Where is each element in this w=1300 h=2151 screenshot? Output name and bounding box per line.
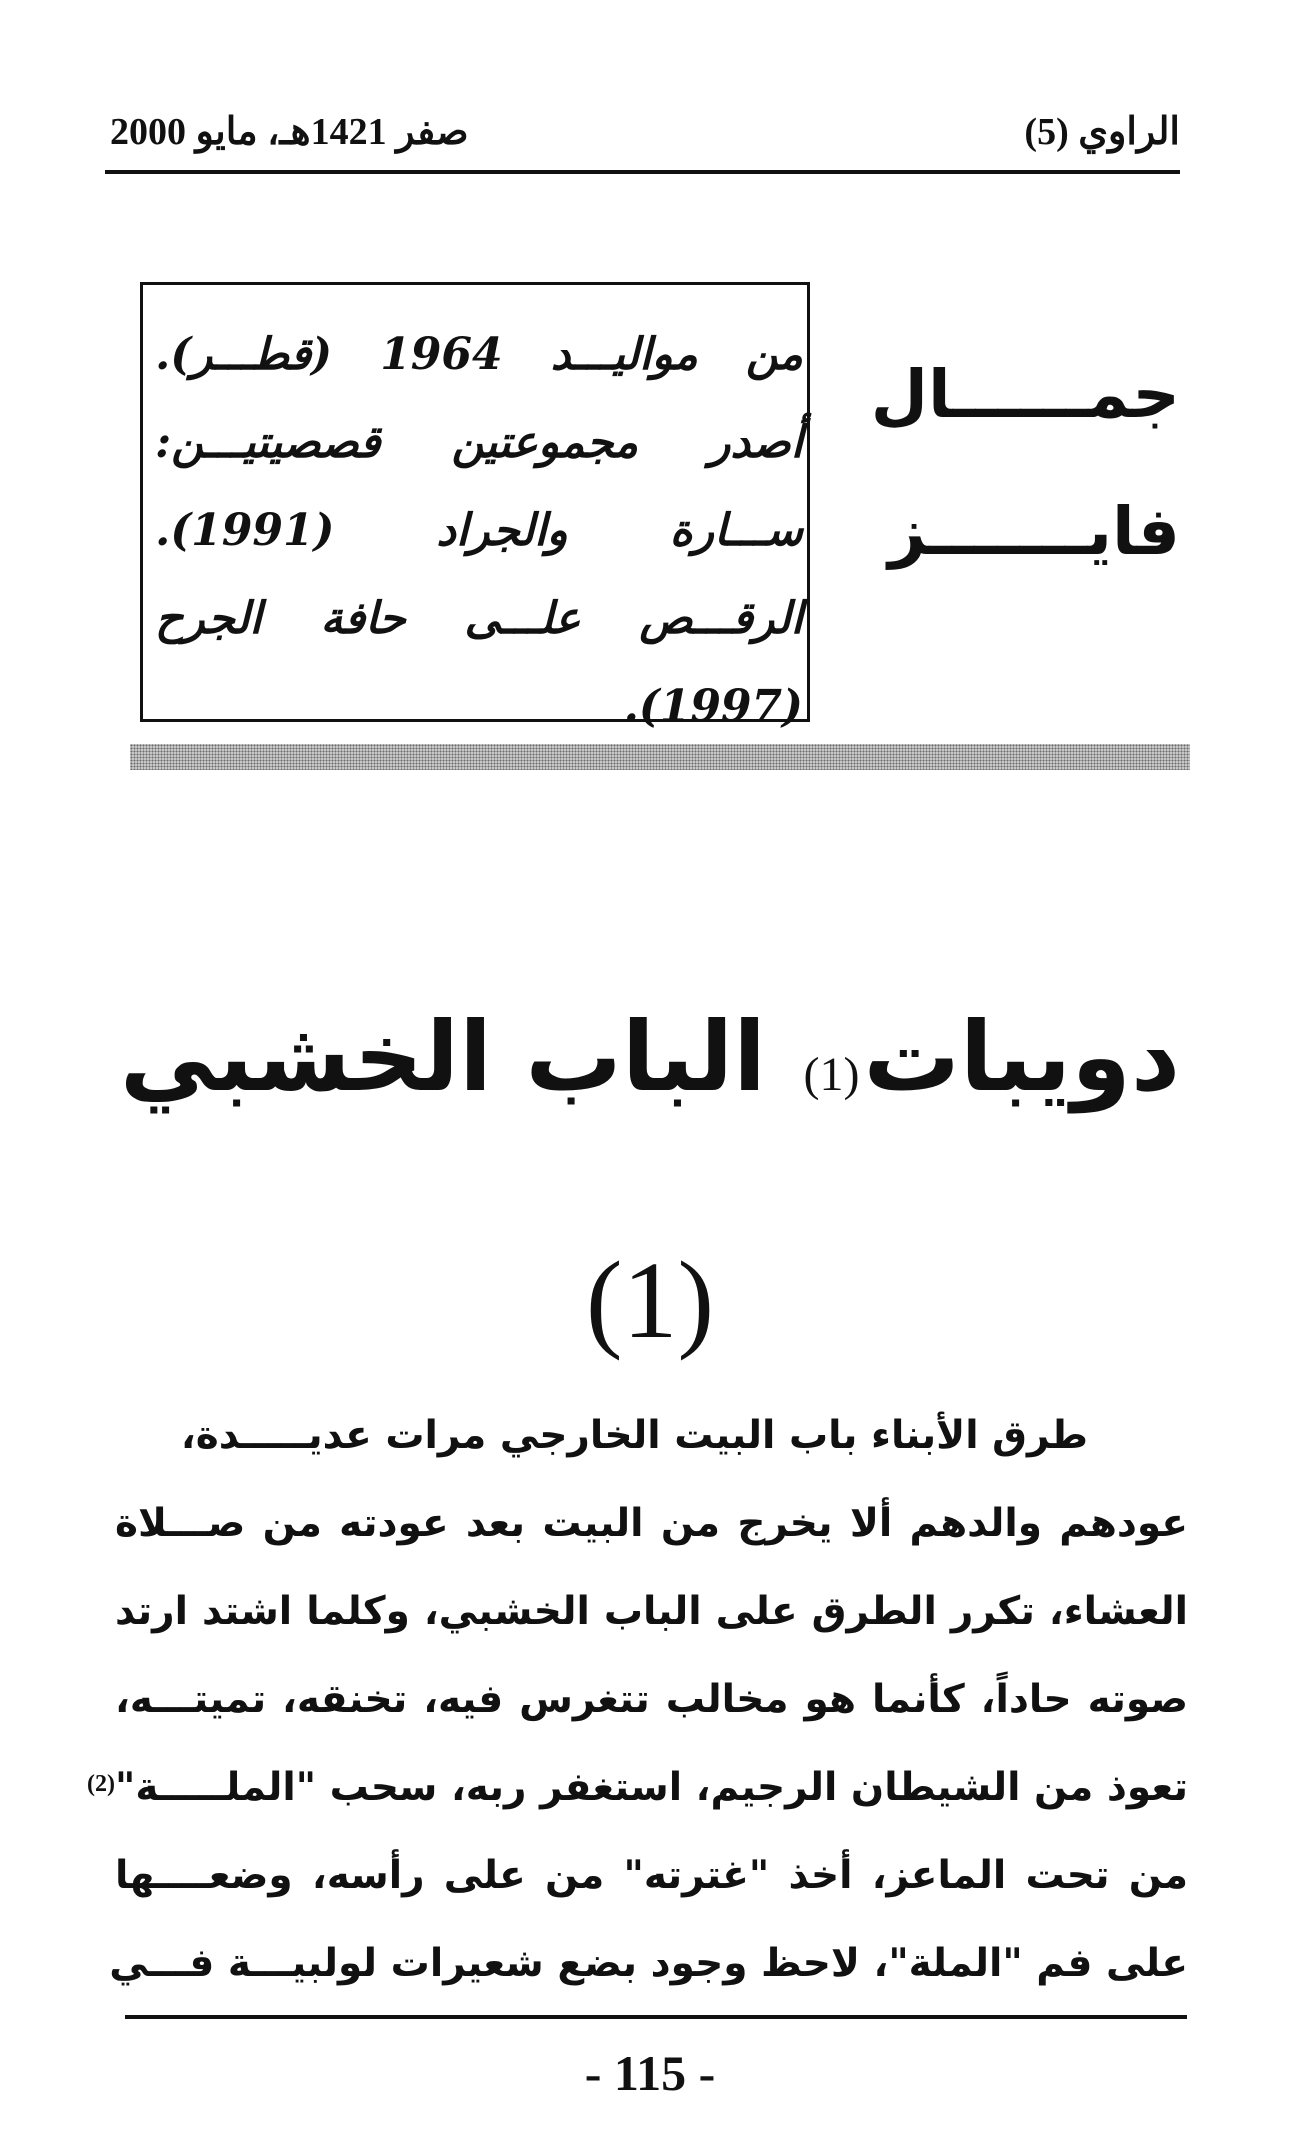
author-bio-box [140,282,810,732]
story-title-rest: الباب الخشبي [119,1001,767,1113]
body-line-6: من تحت الماعز، أخذ "غترته" من على رأسه، وضعــــها [115,1853,1188,1898]
story-body [87,1392,1188,2008]
body-line-5-text: تعوذ من الشيطان الرجيم، استغفر ربه، سحب "الملـــــة" [115,1765,1188,1810]
running-header-journal: الراوي (5) [1024,111,1180,153]
body-line-3: العشاء، تكرر الطرق على الباب الخشبي، وكلما اشتد ارتد [115,1589,1188,1634]
body-line-5 [87,1744,1188,1832]
footer-rule [125,2015,1187,2019]
body-line-1: طرق الأبناء باب البيت الخارجي مرات عديـــــدة، [180,1413,1088,1458]
body-line-2: عودهم والدهم ألا يخرج من البيت بعد عودته من صـــلاة [115,1501,1188,1546]
page-number: - 115 - [584,2045,716,2101]
header-rule [105,170,1180,174]
section-number: (1) [585,1239,715,1361]
body-line-7: على فم "الملة"، لاحظ وجود بضع شعيرات لولبيـــة فـــي [109,1941,1188,1986]
footnote-marker-2: (2) [87,1771,116,1797]
body-line-4: صوته حاداً، كأنما هو مخالب تتغرس فيه، تخنقه، تميتـــه، [115,1677,1188,1722]
section-divider [130,744,1190,770]
title-footnote-marker: (1) [803,1048,860,1101]
story-title-word: دويبات [863,1001,1181,1113]
story-title [0,982,1300,1132]
running-header-date: صفر 1421هـ، مايو 2000 [110,111,469,153]
author-bio: من مواليـــد 1964 (قطـــر). أصدر مجموعتين قصصيتيـــن: ســـارة والجراد (1991). الرقـــص علـــى حافة الجرح (1997). [155,329,803,732]
author-last-name: فايـــــــز [888,493,1180,570]
author-first-name: جمــــــال [870,356,1180,433]
